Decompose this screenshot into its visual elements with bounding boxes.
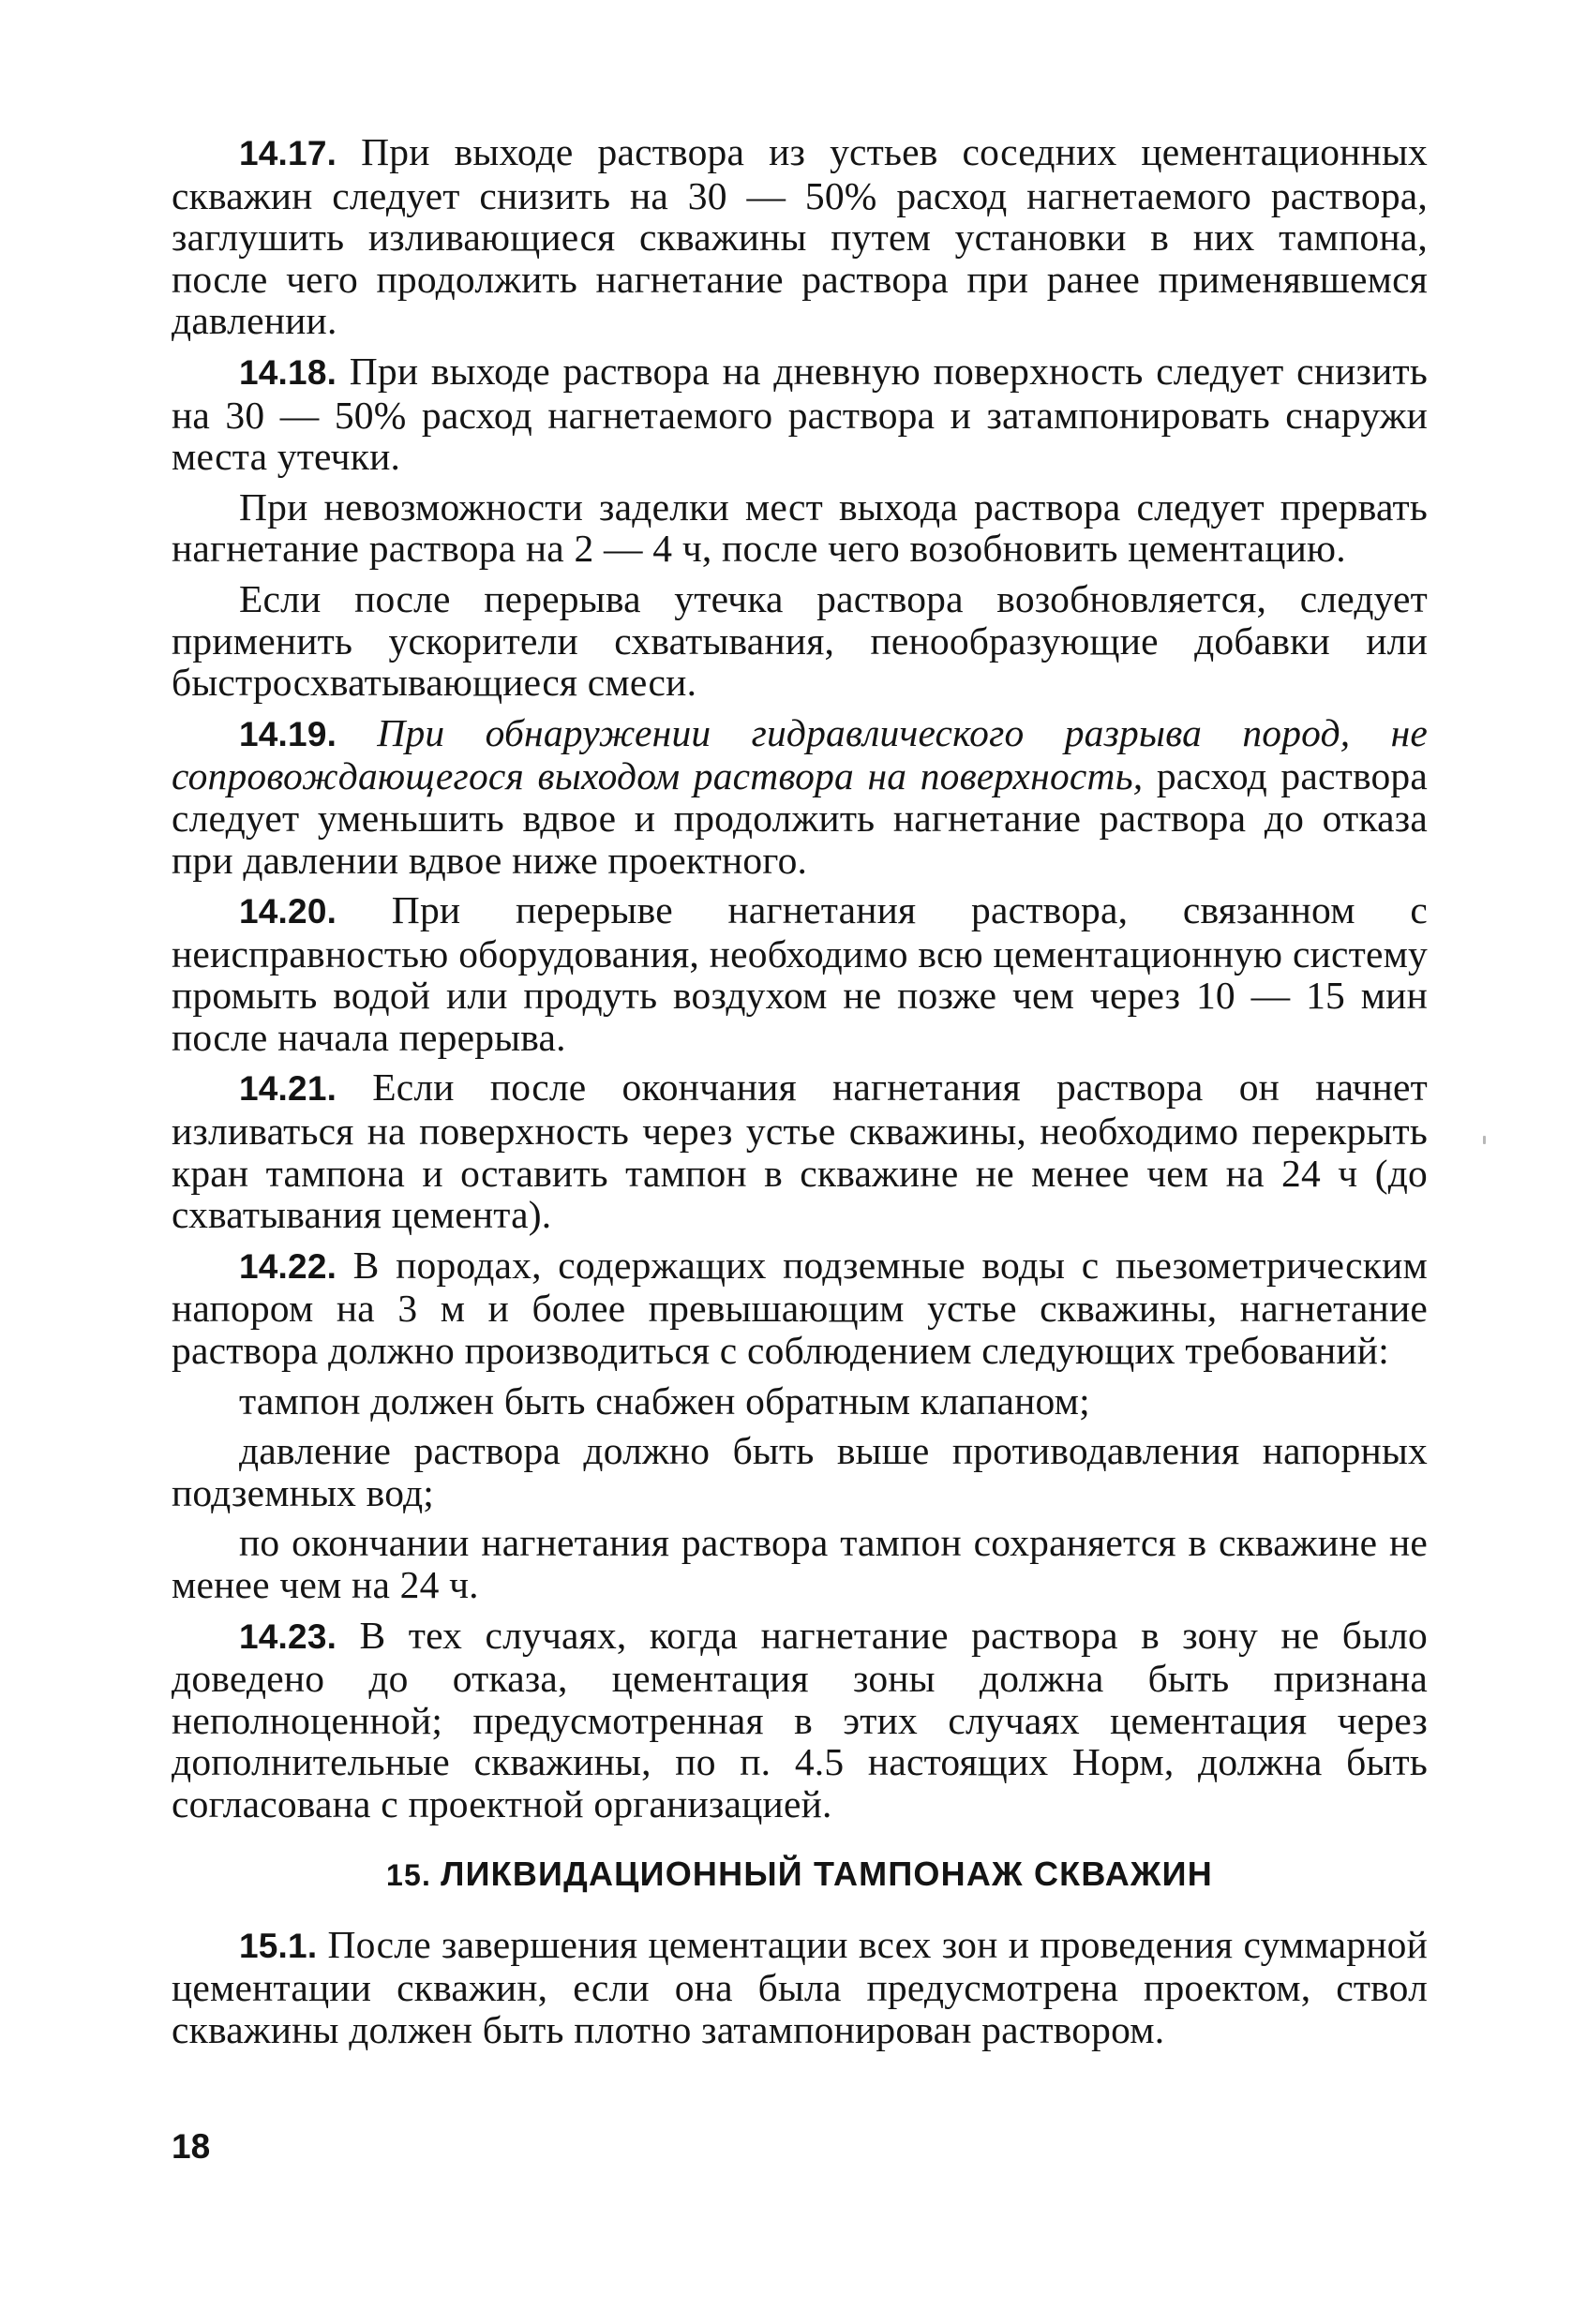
paragraph-text: расход раствора следует уменьшить вдвое и продолжить нагнетание раствора до отказа при давлении вдвое ниже проектного.: [172, 754, 1428, 882]
requirement-item: [172, 1430, 1428, 1513]
section-title-text: ЛИКВИДАЦИОННЫЙ ТАМПОНАЖ СКВАЖИН: [441, 1854, 1213, 1893]
paragraph-text-italic: При обнаружении гидравлического разрыва пород, не сопровождающегося выходом раствора на поверхность,: [172, 710, 1428, 798]
section-number: 15.: [386, 1857, 432, 1892]
paragraph-14-21: [172, 1066, 1428, 1235]
paragraph-text: При выходе раствора на дневную поверхность следует снизить на 30 — 50% расход нагнетаемого раствора и затампонировать снаружи места утечки.: [172, 349, 1429, 479]
clause-number: 14.17.: [239, 134, 337, 172]
paragraph-text: тампон должен быть снабжен обратным клапаном;: [239, 1378, 1090, 1423]
paragraph-text: При перерыве нагнетания раствора, связанном с неисправностью оборудования, необходимо всю цементационную систему промыть водой или продуть воздухом не позже чем через 10 — 15 мин после начала перерыва.: [172, 888, 1428, 1059]
scan-speck: [1483, 1136, 1486, 1144]
paragraph-text: Если после перерыва утечка раствора возобновляется, следует применить ускорители схватывания, пенообразующие добавки или быстросхватывающиеся смеси.: [172, 576, 1428, 705]
paragraph-14-18: [172, 350, 1428, 478]
clause-number: 14.21.: [239, 1069, 337, 1109]
paragraph-text: При невозможности заделки мест выхода раствора следует прервать нагнетание раствора на 2 — 4 ч, после чего возобновить цементацию.: [172, 484, 1428, 571]
paragraph-text: После завершения цементации всех зон и проведения суммарной цементации скважин, если она была предусмотрена проектом, ствол скважины должен быть плотно затампонирован раствором.: [172, 1922, 1428, 2051]
page-number: 18: [172, 2127, 211, 2166]
clause-number: 14.22.: [239, 1246, 337, 1286]
requirement-item: [172, 1522, 1428, 1605]
paragraph-text: В породах, содержащих подземные воды с пьезометрическим напором на 3 м и более превышающим устье скважины, нагнетание раствора должно производиться с соблюдением следующих требований:: [172, 1243, 1428, 1373]
clause-number: 14.19.: [239, 714, 337, 753]
section-heading: [172, 1854, 1428, 1896]
paragraph-text: Если после окончания нагнетания раствора он начнет изливаться на поверхность через устье скважины, необходимо перекрыть кран тампона и оставить тампон в скважине не менее чем на 24 ч (до схватывания цемента).: [172, 1065, 1428, 1237]
paragraph-text: При выходе раствора из устьев соседних цементационных скважин следует снизить на 30 — 50% расход нагнетаемого раствора, заглушить изливающиеся скважины путем установки в них тампона, после чего продолжить нагнетание раствора при ранее применявшемся давлении.: [172, 130, 1429, 343]
clause-number: 14.20.: [239, 892, 337, 931]
clause-number: 14.23.: [239, 1616, 337, 1656]
paragraph-14-17: [172, 131, 1428, 342]
paragraph-14-23: [172, 1615, 1428, 1825]
paragraph-14-18-continued-1: [172, 486, 1428, 570]
paragraph-15-1: [172, 1924, 1428, 2051]
requirement-item: [172, 1380, 1428, 1423]
main-text: [172, 131, 1428, 2050]
paragraph-text: давление раствора должно быть выше противодавления напорных подземных вод;: [172, 1429, 1428, 1514]
clause-number: 15.1.: [239, 1926, 318, 1965]
paragraph-14-20: [172, 889, 1428, 1058]
paragraph-text: по окончании нагнетания раствора тампон сохраняется в скважине не менее чем на 24 ч.: [172, 1521, 1428, 1606]
paragraph-14-19: [172, 712, 1428, 881]
clause-number: 14.18.: [239, 352, 337, 392]
paragraph-text: В тех случаях, когда нагнетание раствора в зону не было доведено до отказа, цементация зоны должна быть признана неполноценной; предусмотренная в этих случаях цементация через дополнительные скважины, по п. 4.5 настоящих Норм, должна быть согласована с проектной организацией.: [172, 1613, 1429, 1825]
paragraph-14-22: [172, 1244, 1428, 1372]
paragraph-14-18-continued-2: [172, 578, 1428, 704]
